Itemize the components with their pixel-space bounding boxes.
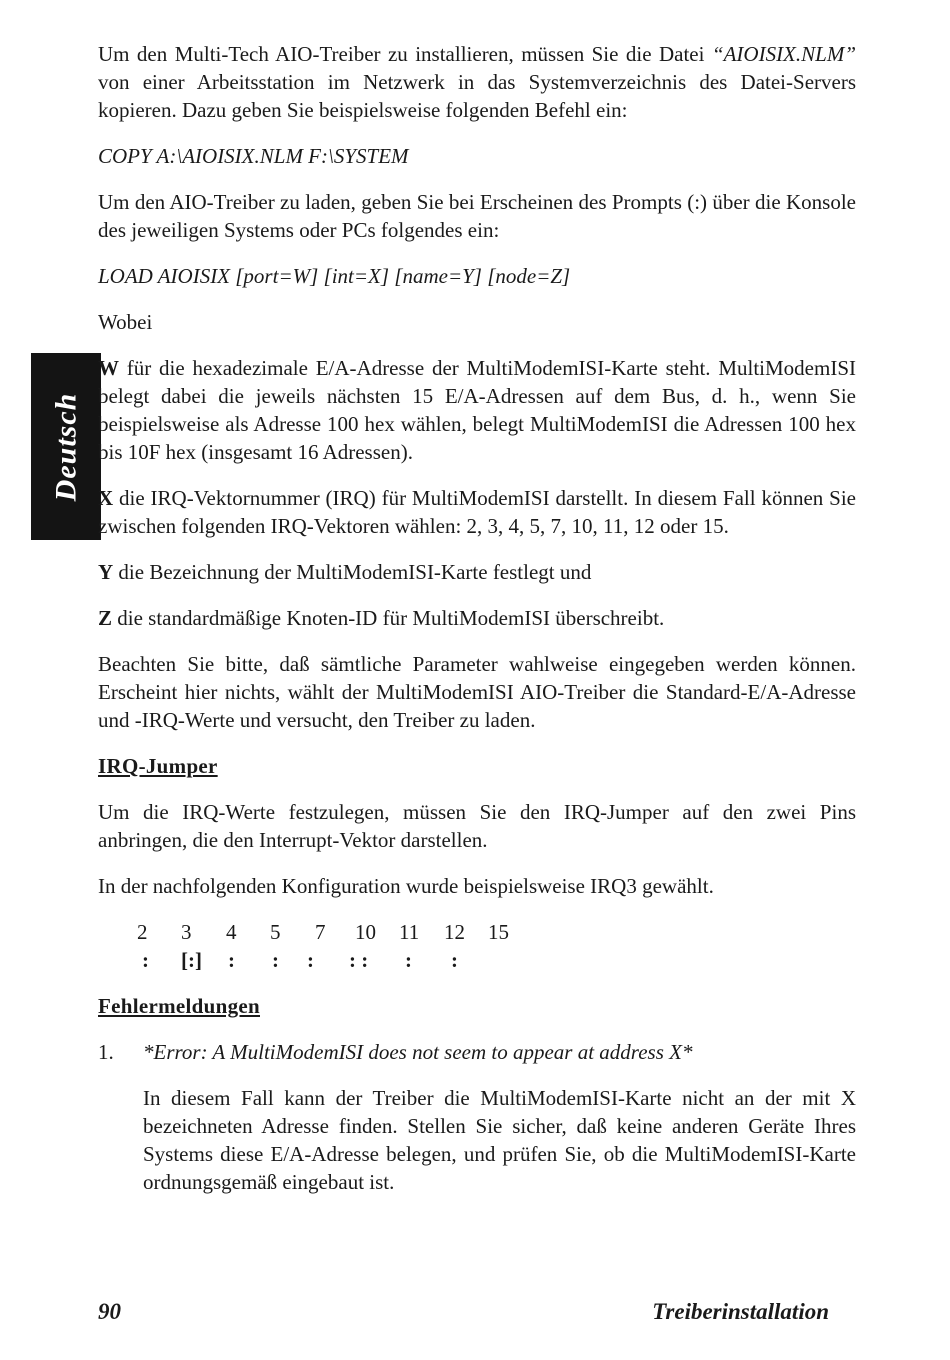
- error-item: [98, 1038, 856, 1066]
- irq-paragraph-2: In der nachfolgenden Konfiguration wurde beispielsweise IRQ3 gewählt.: [98, 874, 714, 898]
- irq-paragraph-1: Um die IRQ-Werte festzulegen, müssen Sie den IRQ-Jumper auf den zwei Pins anbringen, die den Interrupt-Vektor darstellen.: [98, 800, 856, 852]
- irq-pin: :: [405, 948, 412, 972]
- page-content: [98, 40, 856, 1214]
- irq-number: 5: [270, 920, 281, 944]
- irq-pin: :: [272, 948, 279, 972]
- irq-number: 12: [444, 920, 465, 944]
- wobei-label: Wobei: [98, 310, 153, 334]
- irq-jumper-diagram: [98, 918, 856, 974]
- irq-number: 4: [226, 920, 237, 944]
- side-tab-label: Deutsch: [49, 392, 82, 501]
- intro-paragraph: [98, 40, 856, 124]
- param-z: [98, 604, 856, 632]
- intro-text: Um den Multi-Tech AIO-Treiber zu installieren, müssen Sie die Datei: [98, 42, 712, 66]
- page-footer: [98, 1298, 829, 1326]
- page-number: 90: [98, 1299, 121, 1324]
- param-x-key: X: [98, 486, 114, 510]
- irq-pin: :: [451, 948, 458, 972]
- param-y-text: die Bezeichnung der MultiModemISI-Karte festlegt und: [113, 560, 592, 584]
- param-w-key: W: [98, 356, 119, 380]
- note-paragraph: Beachten Sie bitte, daß sämtliche Parameter wahlweise eingegeben werden können. Erscheint hier nichts, wählt der MultiModemISI AIO-Treiber die Standard-E/A-Adresse und -IRQ-Werte und versucht, den Treiber zu laden.: [98, 652, 856, 732]
- param-z-text: die standardmäßige Knoten-ID für MultiModemISI überschreibt.: [112, 606, 665, 630]
- load-paragraph: Um den AIO-Treiber zu laden, geben Sie bei Erscheinen des Prompts (:) über die Konsole des jeweiligen Systems oder PCs folgendes ein:: [98, 190, 856, 242]
- irq-number: 2: [137, 920, 148, 944]
- irq-pin: :: [307, 948, 314, 972]
- param-y-key: Y: [98, 560, 114, 584]
- section-title: Treiberinstallation: [652, 1299, 829, 1324]
- irq-heading: IRQ-Jumper: [98, 754, 218, 778]
- param-x: [98, 484, 856, 540]
- load-command: LOAD AIOISIX [port=W] [int=X] [name=Y] [node=Z]: [98, 264, 571, 288]
- error-message: *Error: A MultiModemISI does not seem to appear at address X*: [143, 1040, 693, 1064]
- irq-pin: : :: [349, 948, 369, 972]
- param-w: [98, 354, 856, 466]
- error-number: 1.: [98, 1040, 114, 1064]
- copy-command: COPY A:\AIOISIX.NLM F:\SYSTEM: [98, 144, 409, 168]
- param-w-text: für die hexadezimale E/A-Adresse der MultiModemISI-Karte steht. MultiModemISI belegt dabei die jeweils nächsten 15 E/A-Adressen auf dem Bus, d. h., wenn Sie beispielsweise als Adresse 100 hex wählen, belegt MultiModemISI die Adressen 100 hex bis 10F hex (insgesamt 16 Adressen).: [98, 356, 856, 464]
- param-x-text: die IRQ-Vektornummer (IRQ) für MultiModemISI darstellt. In diesem Fall können Sie zwischen folgenden IRQ-Vektoren wählen: 2, 3, 4, 5, 7, 10, 11, 12 oder 15.: [98, 486, 856, 538]
- intro-filename: “AIOISIX.NLM”: [711, 42, 856, 66]
- irq-number: 7: [315, 920, 326, 944]
- irq-number: 15: [488, 920, 509, 944]
- intro-rest: von einer Arbeitsstation im Netzwerk in das Systemverzeichnis des Datei-Servers kopieren. Dazu geben Sie beispielsweise folgenden Befehl ein:: [98, 70, 856, 122]
- irq-pin-selected: [:]: [181, 948, 202, 972]
- param-z-key: Z: [98, 606, 113, 630]
- error-heading: Fehlermeldungen: [98, 994, 260, 1018]
- irq-number: 11: [399, 920, 420, 944]
- irq-number: 3: [181, 920, 192, 944]
- irq-number: 10: [355, 920, 376, 944]
- irq-pin: :: [228, 948, 235, 972]
- error-description: In diesem Fall kann der Treiber die MultiModemISI-Karte nicht an der mit X bezeichneten Adresse finden. Stellen Sie sicher, daß keine anderen Geräte Ihres Systems diese E/A-Adresse belegen, und prüfen Sie, ob die MultiModemISI-Karte ordnungsgemäß eingebaut ist.: [143, 1086, 856, 1194]
- param-y: [98, 558, 856, 586]
- irq-pin: :: [142, 948, 149, 972]
- side-tab: [31, 353, 101, 540]
